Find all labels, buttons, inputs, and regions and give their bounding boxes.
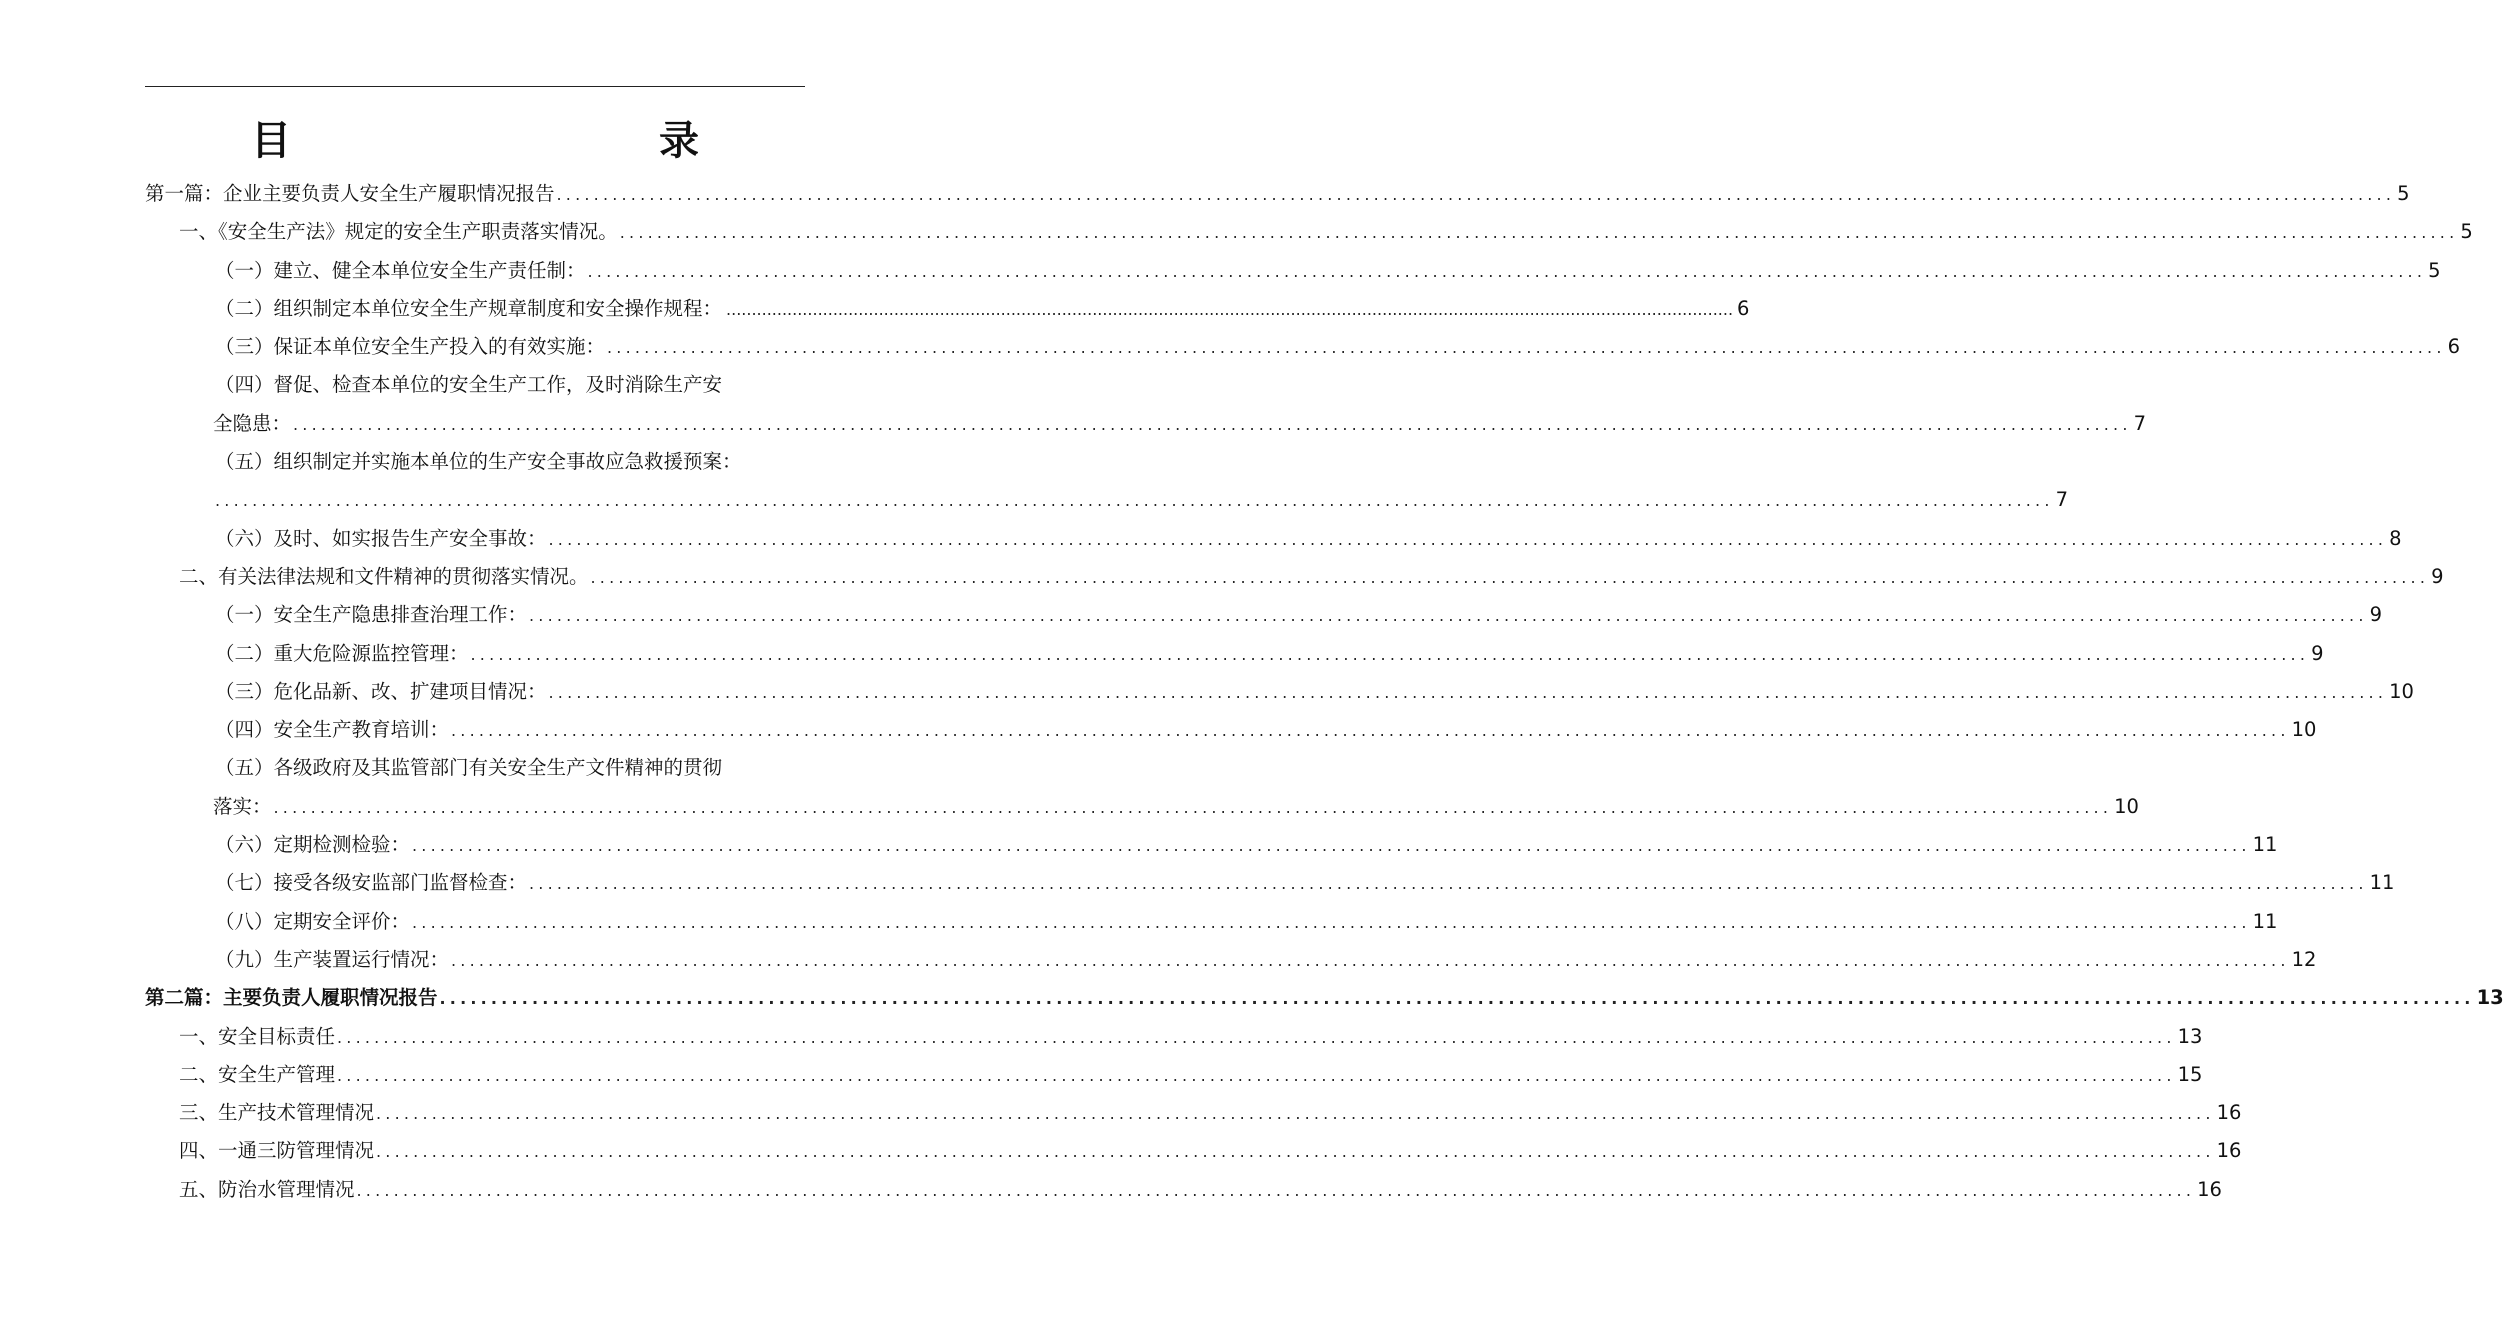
dot-leader: ...................................................................................................................................................................................................... xyxy=(376,1104,2215,1124)
toc-entry-subsection[interactable] xyxy=(145,673,2414,711)
toc-label: （三）保证本单位安全生产投入的有效实施： xyxy=(215,335,606,359)
toc-page-number: 16 xyxy=(2216,1139,2242,1163)
toc-label: 五、防治水管理情况 xyxy=(179,1177,355,1201)
toc-entry-subsection-wrapped[interactable] xyxy=(145,749,805,787)
dot-leader: ...................................................................................................................................................................................................... xyxy=(451,950,2290,970)
toc-label: （八）定期安全评价： xyxy=(215,909,411,933)
toc-label: （四）督促、检查本单位的安全生产工作，及时消除生产安 xyxy=(215,373,723,397)
toc-entry-section[interactable] xyxy=(145,1018,2203,1056)
toc-page-number: 7 xyxy=(2055,488,2069,512)
table-of-contents xyxy=(145,175,2504,1209)
toc-entry-section[interactable] xyxy=(145,1094,2242,1132)
toc-page-number: 7 xyxy=(2133,411,2147,435)
toc-entry-section[interactable] xyxy=(145,1056,2203,1094)
toc-page-number: 5 xyxy=(2460,220,2473,244)
toc-label: （一）建立、健全本单位安全生产责任制： xyxy=(215,258,586,282)
toc-page-number: 11 xyxy=(2252,909,2278,933)
toc-page-number: 9 xyxy=(2369,603,2383,627)
toc-page-number: 11 xyxy=(2252,833,2278,857)
toc-page-number: 10 xyxy=(2291,718,2317,742)
toc-label: （四）安全生产教育培训： xyxy=(215,718,450,742)
header-rule xyxy=(145,86,805,87)
toc-entry-subsection[interactable] xyxy=(145,711,2317,749)
toc-label: 一、《安全生产法》规定的安全生产职责落实情况。 xyxy=(179,220,618,244)
toc-label: （一）安全生产隐患排查治理工作： xyxy=(215,603,528,627)
page-title: 目 录 xyxy=(251,118,795,164)
toc-page-number: 12 xyxy=(2291,947,2317,971)
dot-leader: ...................................................................................................................................................................................................... xyxy=(293,414,2132,434)
dot-leader: ...................................................................................................................................................................................................... xyxy=(376,1142,2215,1162)
dot-leader: ...................................................................................................................................................................................................... xyxy=(529,874,2368,894)
dot-leader: ...................................................................................................................................................................................................... xyxy=(548,682,2388,702)
dot-leader: ...................................................................................................................................................................................................... xyxy=(556,185,2396,204)
toc-entry-subsection-wrapped[interactable] xyxy=(145,443,805,481)
toc-entry-section-1[interactable] xyxy=(145,213,2473,251)
toc-page-number: 6 xyxy=(1737,296,1750,320)
toc-entry-continuation[interactable] xyxy=(145,788,2139,826)
dot-leader: ...................................................................................................................................................................................................... xyxy=(337,1065,2176,1085)
toc-entry-subsection[interactable] xyxy=(145,903,2278,941)
toc-entry-continuation[interactable] xyxy=(145,481,2069,519)
toc-label: 四、一通三防管理情况 xyxy=(179,1139,375,1163)
toc-page-number: 13 xyxy=(2177,1024,2203,1048)
toc-entry-subsection[interactable] xyxy=(145,252,2441,290)
toc-label: 三、生产技术管理情况 xyxy=(179,1101,375,1125)
dot-leader: ...................................................................................................................................................................................................... xyxy=(548,529,2388,549)
toc-label: （三）危化品新、改、扩建项目情况： xyxy=(215,679,547,703)
dot-leader: ...................................................................................................................................................................................................... xyxy=(215,491,2054,511)
toc-label: （九）生产装置运行情况： xyxy=(215,947,450,971)
dot-leader: ...................................................................................................................................................................................................... xyxy=(337,1027,2176,1047)
toc-entry-section[interactable] xyxy=(145,1171,2222,1209)
toc-page-number: 10 xyxy=(2389,679,2414,703)
toc-page-number: 16 xyxy=(2216,1101,2242,1125)
dot-leader: ...................................................................................................................................................................................................... xyxy=(273,797,2113,817)
toc-page-number: 9 xyxy=(2431,564,2444,588)
toc-entry-part2[interactable] xyxy=(145,979,2504,1017)
toc-entry-subsection-wrapped[interactable] xyxy=(145,366,805,404)
toc-entry-subsection[interactable] xyxy=(145,826,2278,864)
dot-leader: ...................................................................................................................................................................................................... xyxy=(587,261,2427,281)
toc-page-number: 5 xyxy=(2397,182,2410,205)
toc-entry-subsection[interactable] xyxy=(145,635,2324,673)
toc-entry-subsection[interactable] xyxy=(145,596,2383,634)
toc-label: 全隐患： xyxy=(213,411,292,435)
toc-entry-subsection[interactable] xyxy=(145,941,2317,979)
dot-leader: ...................................................................................................................................................................................................... xyxy=(607,338,2446,358)
toc-label: 二、安全生产管理 xyxy=(179,1062,336,1086)
dot-leader: ...................................................................................................................................................................................................... xyxy=(356,1180,2196,1200)
toc-entry-section[interactable] xyxy=(145,1132,2242,1170)
toc-label: 一、安全目标责任 xyxy=(179,1024,336,1048)
toc-entry-section-2[interactable] xyxy=(145,558,2444,596)
dot-leader: ...................................................................................................................................................................................................... xyxy=(412,836,2251,856)
toc-entry-subsection[interactable] xyxy=(145,864,2395,902)
toc-page-number: 11 xyxy=(2369,871,2395,895)
dot-leader: ...................................................................................................................................................................................................... xyxy=(470,644,2310,664)
toc-label: 二、有关法律法规和文件精神的贯彻落实情况。 xyxy=(179,564,589,588)
toc-page-number: 16 xyxy=(2197,1177,2222,1201)
dot-leader: ...................................................................................................................................................................................................... xyxy=(439,989,2475,1009)
toc-page-number: 5 xyxy=(2428,258,2441,282)
dot-leader: ...................................................................................................................................................................................................... xyxy=(451,721,2290,741)
toc-page-number: 15 xyxy=(2177,1062,2203,1086)
toc-label: （五）组织制定并实施本单位的生产安全事故应急救援预案： xyxy=(215,450,742,474)
dot-leader: ...................................................................................................................................................................................................... xyxy=(529,606,2368,626)
toc-entry-part1[interactable] xyxy=(145,175,2410,213)
toc-entry-subsection[interactable] xyxy=(145,290,1750,328)
toc-label: （二）重大危险源监控管理： xyxy=(215,641,469,665)
toc-label: （七）接受各级安监部门监督检查： xyxy=(215,871,528,895)
toc-page-number: 10 xyxy=(2114,794,2139,818)
toc-label: （二）组织制定本单位安全生产规章制度和安全操作规程： xyxy=(215,296,723,320)
dot-leader: ...................................................................................................................................................................................................... xyxy=(726,299,1734,319)
toc-label: （五）各级政府及其监管部门有关安全生产文件精神的贯彻 xyxy=(215,756,723,780)
dot-leader: ...................................................................................................................................................................................................... xyxy=(412,912,2251,932)
toc-label: 第一篇：企业主要负责人安全生产履职情况报告 xyxy=(145,182,555,205)
toc-label: 第二篇：主要负责人履职情况报告 xyxy=(145,986,438,1010)
toc-label: （六）定期检测检验： xyxy=(215,833,411,857)
toc-label: 落实： xyxy=(213,794,272,818)
toc-page-number: 13 xyxy=(2476,986,2504,1010)
toc-page-number: 8 xyxy=(2389,526,2402,550)
toc-entry-continuation[interactable] xyxy=(145,405,2147,443)
toc-entry-subsection[interactable] xyxy=(145,520,2402,558)
toc-entry-subsection[interactable] xyxy=(145,328,2461,366)
dot-leader: ...................................................................................................................................................................................................... xyxy=(590,567,2430,587)
dot-leader: ...................................................................................................................................................................................................... xyxy=(619,223,2459,243)
toc-page-number: 6 xyxy=(2447,335,2461,359)
toc-page-number: 9 xyxy=(2311,641,2324,665)
toc-label: （六）及时、如实报告生产安全事故： xyxy=(215,526,547,550)
